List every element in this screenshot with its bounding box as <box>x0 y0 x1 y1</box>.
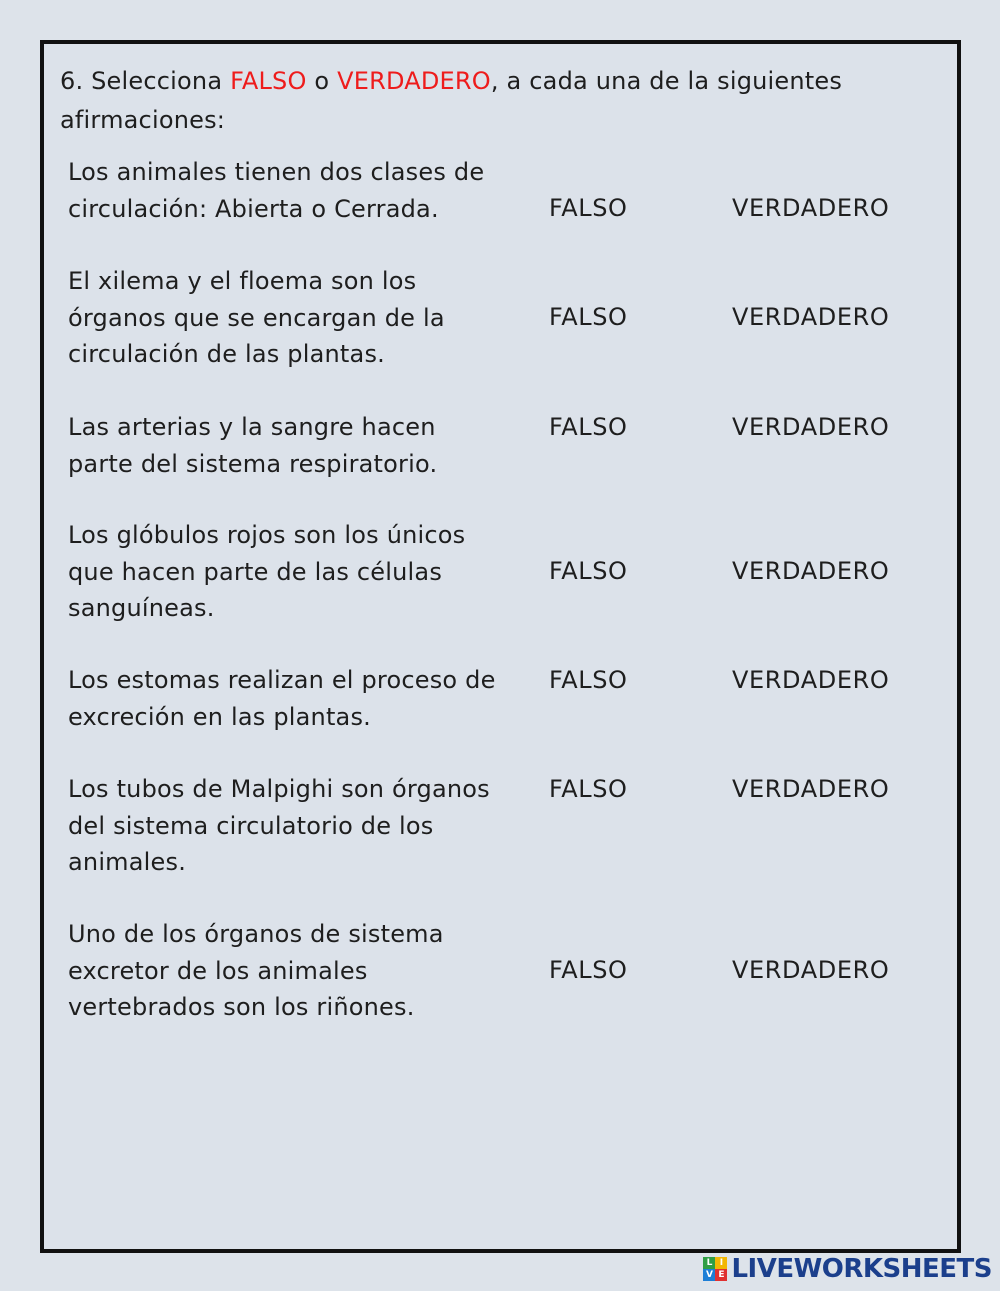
statement-4-false-option[interactable]: FALSO <box>549 557 628 585</box>
instruction-text <box>60 62 920 140</box>
statement-line: Los tubos de Malpighi son órganos <box>68 775 490 803</box>
statement-line: circulación: Abierta o Cerrada. <box>68 194 439 223</box>
worksheet-frame <box>40 40 961 1253</box>
statement-7 <box>68 916 518 1026</box>
statement-line: Las arterias y la sangre hacen <box>68 413 436 441</box>
statement-6 <box>68 771 518 881</box>
statement-line: Los estomas realizan el proceso de <box>68 666 496 694</box>
instruction-connector: o <box>306 67 338 95</box>
statement-3-true-option[interactable]: VERDADERO <box>732 413 890 441</box>
logo-text: LIVEWORKSHEETS <box>731 1254 992 1284</box>
statement-1-false-option[interactable]: FALSO <box>549 194 628 222</box>
statement-line: animales. <box>68 848 187 876</box>
statement-2 <box>68 263 518 373</box>
logo-letter: E <box>715 1269 727 1281</box>
logo-letter: I <box>715 1257 727 1269</box>
statement-6-false-option[interactable]: FALSO <box>549 775 628 803</box>
statement-line: excretor de los animales <box>68 956 368 985</box>
logo-letter: V <box>703 1269 715 1281</box>
instruction-prefix: 6. Selecciona <box>60 67 231 95</box>
statement-4 <box>68 517 518 627</box>
statement-1 <box>68 154 518 227</box>
statement-line: circulación de las plantas. <box>68 340 385 368</box>
statement-1-true-option[interactable]: VERDADERO <box>732 194 890 222</box>
statement-5-false-option[interactable]: FALSO <box>549 666 628 694</box>
statement-7-false-option[interactable]: FALSO <box>549 956 628 984</box>
statement-3 <box>68 409 518 482</box>
liveworksheets-logo <box>703 1255 992 1283</box>
statement-line: que hacen parte de las células <box>68 557 443 586</box>
statement-line: El xilema y el floema son los <box>68 267 417 295</box>
keyword-true: VERDADERO <box>337 67 491 95</box>
statement-line: sanguíneas. <box>68 594 215 622</box>
statement-7-true-option[interactable]: VERDADERO <box>732 956 890 984</box>
statement-line: vertebrados son los riñones. <box>68 993 415 1021</box>
statement-2-true-option[interactable]: VERDADERO <box>732 303 890 331</box>
statement-line: órganos que se encargan de la <box>68 303 445 332</box>
statement-3-false-option[interactable]: FALSO <box>549 413 628 441</box>
statement-5 <box>68 662 518 735</box>
statement-line: Los animales tienen dos clases de <box>68 158 485 186</box>
statement-line: Uno de los órganos de sistema <box>68 920 444 948</box>
statement-line: Los glóbulos rojos son los únicos <box>68 521 466 549</box>
keyword-false: FALSO <box>230 67 307 95</box>
statement-2-false-option[interactable]: FALSO <box>549 303 628 331</box>
statement-5-true-option[interactable]: VERDADERO <box>732 666 890 694</box>
statement-line: excreción en las plantas. <box>68 702 371 731</box>
statement-6-true-option[interactable]: VERDADERO <box>732 775 890 803</box>
statement-line: del sistema circulatorio de los <box>68 811 434 840</box>
statement-4-true-option[interactable]: VERDADERO <box>732 557 890 585</box>
statement-line: parte del sistema respiratorio. <box>68 449 438 478</box>
logo-mark-icon <box>703 1257 727 1281</box>
instruction-suffix: , a cada una de la siguientes afirmaciones: <box>60 67 843 134</box>
logo-letter: L <box>703 1257 715 1269</box>
